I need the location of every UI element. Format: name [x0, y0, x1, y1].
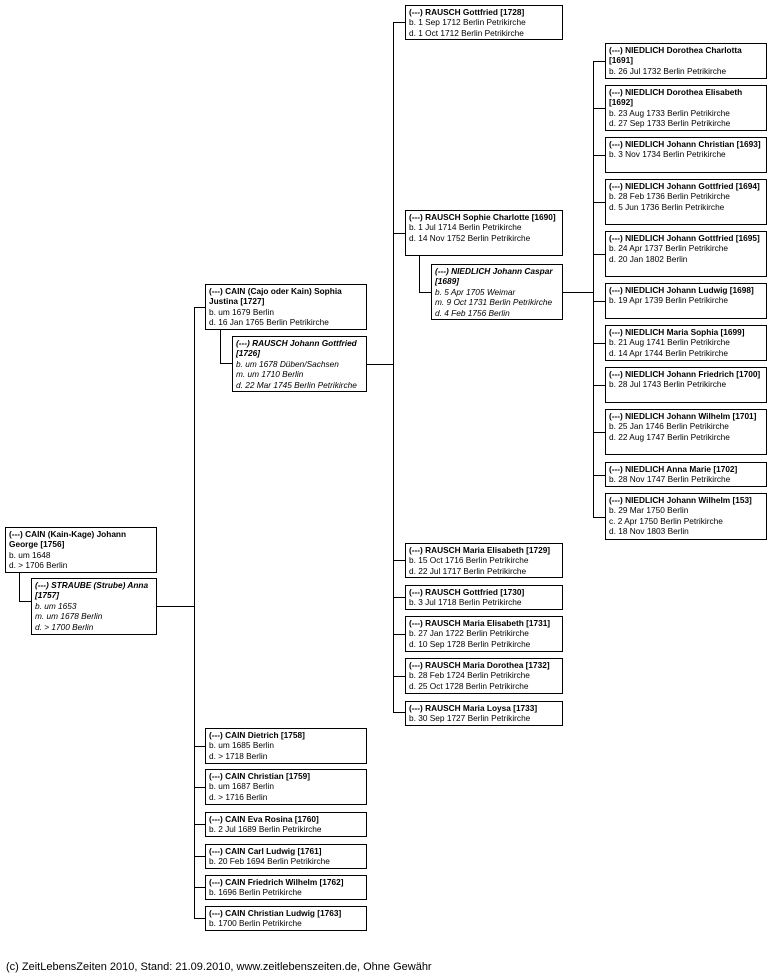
- person-name: (---) NIEDLICH Johann Gottfried [1694]: [609, 181, 760, 191]
- connector: [593, 301, 605, 302]
- person-detail-line: b. 28 Feb 1736 Berlin Petrikirche: [609, 191, 730, 202]
- person-name: (---) CAIN Christian Ludwig [1763]: [209, 908, 342, 918]
- connector: [593, 155, 605, 156]
- person-name: (---) RAUSCH Maria Elisabeth [1729]: [409, 545, 551, 555]
- person-card-maria-loysa-rausch[interactable]: [405, 701, 563, 726]
- person-detail-line: b. um 1685 Berlin: [209, 740, 275, 751]
- person-card-johann-christian-niedlich[interactable]: [605, 137, 767, 173]
- person-detail-line: b. um 1678 Düben/Sachsen: [236, 358, 339, 369]
- connector: [393, 560, 405, 561]
- connector: [593, 254, 605, 255]
- person-detail-line: d. 27 Sep 1733 Berlin Petrikirche: [609, 118, 731, 129]
- person-detail-line: d. 14 Apr 1744 Berlin Petrikirche: [609, 347, 728, 358]
- person-card-anna-marie-niedlich[interactable]: [605, 462, 767, 487]
- person-card-maria-dorothea-rausch[interactable]: [405, 658, 563, 694]
- person-name: (---) NIEDLICH Johann Gottfried [1695]: [609, 233, 760, 243]
- person-name: (---) RAUSCH Sophie Charlotte [1690]: [409, 212, 556, 222]
- person-card-johann-gottfried-niedlich-1694[interactable]: [605, 179, 767, 225]
- person-card-christian-ludwig-cain[interactable]: [205, 906, 367, 931]
- person-name: (---) NIEDLICH Johann Christian [1693]: [609, 139, 761, 149]
- person-detail-line: d. > 1716 Berlin: [209, 791, 268, 802]
- connector: [220, 330, 221, 363]
- connector: [593, 202, 605, 203]
- copyright-footer: (c) ZeitLebensZeiten 2010, Stand: 21.09.2010, www.zeitlebenszeiten.de, Ohne Gewähr: [6, 961, 432, 973]
- person-name: (---) CAIN Dietrich [1758]: [209, 730, 305, 740]
- connector: [393, 22, 394, 712]
- person-name: (---) NIEDLICH Dorothea Charlotta [1691]: [609, 45, 742, 66]
- person-detail-line: d. 20 Jan 1802 Berlin: [609, 253, 688, 264]
- connector: [393, 22, 405, 23]
- person-card-sophie-charlotte-rausch[interactable]: [405, 210, 563, 256]
- person-card-johann-wilhelm-niedlich-1701[interactable]: [605, 409, 767, 455]
- person-card-christian-cain[interactable]: [205, 769, 367, 805]
- connector: [593, 108, 605, 109]
- person-detail-line: d. 22 Aug 1747 Berlin Petrikirche: [609, 431, 730, 442]
- person-detail-line: b. 1700 Berlin Petrikirche: [209, 918, 302, 929]
- person-detail-line: d. > 1706 Berlin: [9, 560, 68, 571]
- person-name: (---) STRAUBE (Strube) Anna [1757]: [35, 580, 149, 601]
- person-detail-line: b. 5 Apr 1705 Weimar: [435, 286, 516, 297]
- person-name: (---) NIEDLICH Johann Caspar [1689]: [435, 266, 553, 287]
- connector: [593, 61, 605, 62]
- person-card-dorothea-elisabeth-niedlich[interactable]: [605, 85, 767, 131]
- person-card-maria-elisabeth-rausch-1731[interactable]: [405, 616, 563, 652]
- person-detail-line: b. 19 Apr 1739 Berlin Petrikirche: [609, 295, 728, 306]
- person-detail-line: b. 28 Jul 1743 Berlin Petrikirche: [609, 379, 727, 390]
- connector: [593, 475, 605, 476]
- person-card-johann-gottfried-niedlich-1695[interactable]: [605, 231, 767, 277]
- person-detail-line: d. 22 Jul 1717 Berlin Petrikirche: [409, 565, 527, 576]
- connector: [194, 307, 195, 918]
- person-detail-line: b. um 1679 Berlin: [209, 306, 275, 317]
- person-name: (---) RAUSCH Maria Dorothea [1732]: [409, 660, 550, 670]
- person-card-johann-friedrich-niedlich[interactable]: [605, 367, 767, 403]
- connector: [194, 918, 205, 919]
- person-name: (---) NIEDLICH Johann Wilhelm [1701]: [609, 411, 757, 421]
- person-detail-line: b. 21 Aug 1741 Berlin Petrikirche: [609, 337, 730, 348]
- person-card-carl-ludwig-cain[interactable]: [205, 844, 367, 869]
- person-name: (---) NIEDLICH Maria Sophia [1699]: [609, 327, 745, 337]
- person-name: (---) CAIN (Kain-Kage) Johann George [1756]: [9, 529, 127, 550]
- spouse-card-anna-straube[interactable]: [31, 578, 157, 635]
- person-detail-line: d. > 1700 Berlin: [35, 621, 94, 632]
- connector: [593, 432, 605, 433]
- person-detail-line: b. um 1653: [35, 600, 77, 611]
- person-name: (---) CAIN Christian [1759]: [209, 771, 310, 781]
- person-name: (---) NIEDLICH Johann Friedrich [1700]: [609, 369, 761, 379]
- person-detail-line: b. 29 Mar 1750 Berlin: [609, 505, 689, 516]
- person-detail-line: d. 5 Jun 1736 Berlin Petrikirche: [609, 201, 725, 212]
- person-detail-line: b. 26 Jul 1732 Berlin Petrikirche: [609, 65, 727, 76]
- person-name: (---) CAIN Friedrich Wilhelm [1762]: [209, 877, 344, 887]
- person-name: (---) CAIN (Cajo oder Kain) Sophia Justina [1727]: [209, 286, 342, 307]
- person-card-johann-wilhelm-niedlich-153[interactable]: [605, 493, 767, 540]
- connector: [194, 887, 205, 888]
- person-detail-line: b. 1 Sep 1712 Berlin Petrikirche: [409, 17, 526, 28]
- person-detail-line: b. 25 Jan 1746 Berlin Petrikirche: [609, 421, 729, 432]
- person-card-eva-rosina-cain[interactable]: [205, 812, 367, 837]
- person-detail-line: b. 27 Jan 1722 Berlin Petrikirche: [409, 628, 529, 639]
- person-name: (---) NIEDLICH Johann Wilhelm [153]: [609, 495, 752, 505]
- connector: [593, 385, 605, 386]
- person-card-maria-sophia-niedlich[interactable]: [605, 325, 767, 361]
- person-card-sophia-justina-cain[interactable]: [205, 284, 367, 330]
- connector: [194, 307, 205, 308]
- person-card-johann-george-cain[interactable]: [5, 527, 157, 573]
- person-detail-line: b. um 1687 Berlin: [209, 781, 275, 792]
- person-card-maria-elisabeth-rausch-1729[interactable]: [405, 543, 563, 578]
- person-name: (---) RAUSCH Gottfried [1728]: [409, 7, 525, 17]
- connector: [593, 517, 605, 518]
- connector: [367, 364, 393, 365]
- connector: [393, 712, 405, 713]
- connector: [194, 787, 205, 788]
- person-detail-line: m. um 1678 Berlin: [35, 611, 103, 622]
- person-card-dorothea-charlotta-niedlich[interactable]: [605, 43, 767, 79]
- connector: [393, 597, 405, 598]
- spouse-card-johann-caspar-niedlich[interactable]: [431, 264, 563, 320]
- connector: [157, 606, 194, 607]
- connector: [593, 343, 605, 344]
- person-detail-line: b. 24 Apr 1737 Berlin Petrikirche: [609, 243, 728, 254]
- person-detail-line: d. 4 Feb 1756 Berlin: [435, 307, 510, 318]
- connector: [419, 292, 431, 293]
- person-name: (---) NIEDLICH Johann Ludwig [1698]: [609, 285, 754, 295]
- person-name: (---) NIEDLICH Anna Marie [1702]: [609, 464, 738, 474]
- person-name: (---) RAUSCH Maria Elisabeth [1731]: [409, 618, 551, 628]
- person-detail-line: d. > 1718 Berlin: [209, 750, 268, 761]
- person-detail-line: b. 2 Jul 1689 Berlin Petrikirche: [209, 824, 322, 835]
- connector: [393, 233, 405, 234]
- person-name: (---) CAIN Eva Rosina [1760]: [209, 814, 319, 824]
- connector: [393, 676, 405, 677]
- person-detail-line: b. 3 Nov 1734 Berlin Petrikirche: [609, 149, 726, 160]
- connector: [593, 61, 594, 517]
- person-name: (---) RAUSCH Johann Gottfried [1726]: [236, 338, 357, 359]
- connector: [194, 824, 205, 825]
- connector: [393, 634, 405, 635]
- person-card-friedrich-wilhelm-cain[interactable]: [205, 875, 367, 900]
- person-detail-line: b. 30 Sep 1727 Berlin Petrikirche: [409, 713, 531, 724]
- person-detail-line: b. 3 Jul 1718 Berlin Petrikirche: [409, 597, 522, 608]
- person-detail-line: d. 25 Oct 1728 Berlin Petrikirche: [409, 680, 529, 691]
- person-detail-line: b. 20 Feb 1694 Berlin Petrikirche: [209, 856, 330, 867]
- connector: [19, 573, 20, 601]
- person-detail-line: d. 10 Sep 1728 Berlin Petrikirche: [409, 638, 531, 649]
- person-detail-line: m. 9 Oct 1731 Berlin Petrikirche: [435, 297, 553, 308]
- connector: [419, 256, 420, 292]
- person-detail-line: b. 1 Jul 1714 Berlin Petrikirche: [409, 222, 522, 233]
- person-detail-line: d. 14 Nov 1752 Berlin Petrikirche: [409, 232, 531, 243]
- connector: [194, 746, 205, 747]
- person-card-gottfried-rausch-1728[interactable]: [405, 5, 563, 40]
- connector: [563, 292, 593, 293]
- person-detail-line: b. 15 Oct 1716 Berlin Petrikirche: [409, 555, 529, 566]
- person-detail-line: d. 16 Jan 1765 Berlin Petrikirche: [209, 317, 329, 328]
- connector: [19, 601, 31, 602]
- connector: [194, 856, 205, 857]
- person-detail-line: m. um 1710 Berlin: [236, 369, 304, 380]
- spouse-card-johann-gottfried-rausch[interactable]: [232, 336, 367, 392]
- person-name: (---) RAUSCH Gottfried [1730]: [409, 587, 525, 597]
- person-detail-line: b. um 1648: [9, 549, 51, 560]
- person-card-dietrich-cain[interactable]: [205, 728, 367, 764]
- person-name: (---) RAUSCH Maria Loysa [1733]: [409, 703, 538, 713]
- person-detail-line: d. 18 Nov 1803 Berlin: [609, 526, 689, 537]
- person-name: (---) NIEDLICH Dorothea Elisabeth [1692]: [609, 87, 743, 108]
- person-detail-line: b. 23 Aug 1733 Berlin Petrikirche: [609, 107, 730, 118]
- person-card-gottfried-rausch-1730[interactable]: [405, 585, 563, 610]
- person-detail-line: d. 1 Oct 1712 Berlin Petrikirche: [409, 27, 524, 38]
- person-detail-line: d. 22 Mar 1745 Berlin Petrikirche: [236, 379, 357, 390]
- person-detail-line: b. 1696 Berlin Petrikirche: [209, 887, 302, 898]
- person-detail-line: b. 28 Nov 1747 Berlin Petrikirche: [609, 474, 731, 485]
- person-detail-line: c. 2 Apr 1750 Berlin Petrikirche: [609, 515, 723, 526]
- person-card-johann-ludwig-niedlich[interactable]: [605, 283, 767, 319]
- person-name: (---) CAIN Carl Ludwig [1761]: [209, 846, 322, 856]
- connector: [220, 363, 232, 364]
- person-detail-line: b. 28 Feb 1724 Berlin Petrikirche: [409, 670, 530, 681]
